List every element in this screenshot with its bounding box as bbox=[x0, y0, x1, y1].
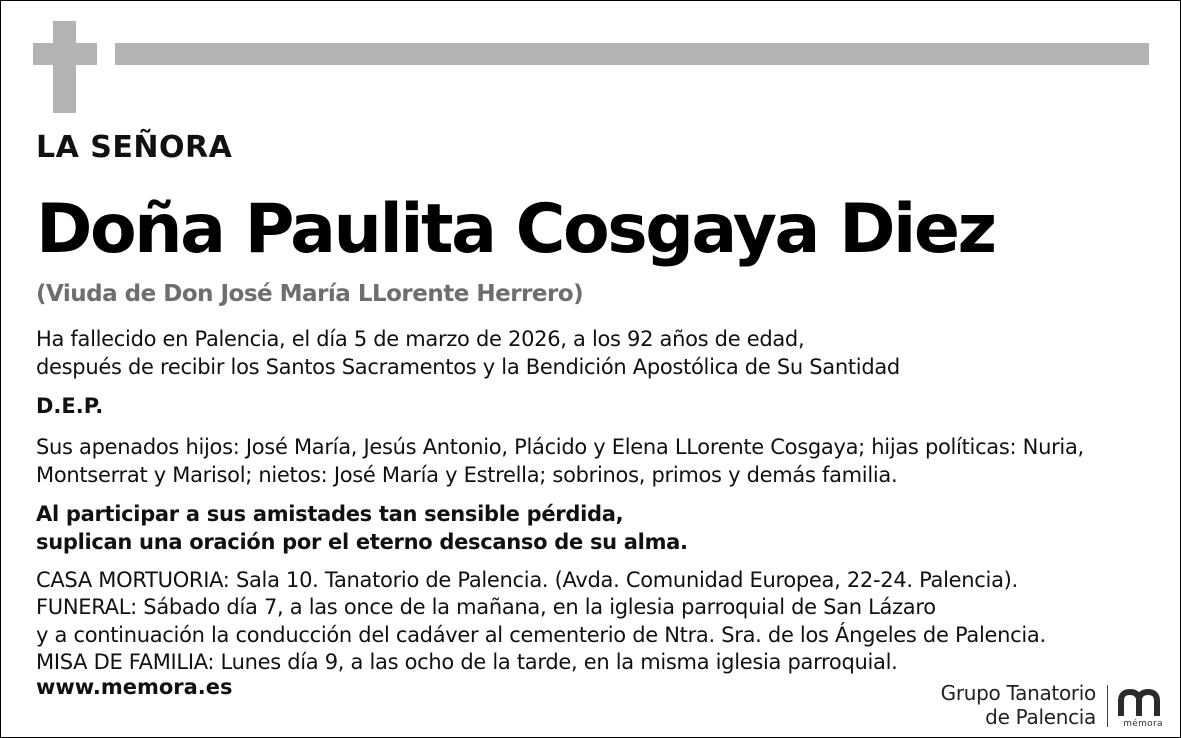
death-line-2: después de recibir los Santos Sacramentos y la Bendición Apostólica de Su Santidad bbox=[36, 355, 900, 379]
cross-icon-horizontal bbox=[33, 43, 97, 65]
footer-divider bbox=[1107, 685, 1108, 727]
misa-line: MISA DE FAMILIA: Lunes día 9, a las ocho de la tarde, en la misma iglesia parroquial. bbox=[36, 650, 898, 674]
honorific: LA SEÑORA bbox=[36, 130, 233, 165]
family-line-2: Montserrat y Marisol; nietos: José María y Estrella; sobrinos, primos y demás familia. bbox=[36, 463, 898, 487]
funeral-line-2: y a continuación la conducción del cadáver al cementerio de Ntra. Sra. de los Ángeles de Palencia. bbox=[36, 623, 1046, 647]
decorative-bar bbox=[115, 43, 1149, 65]
casa-mortuoria-line: CASA MORTUORIA: Sala 10. Tanatorio de Palencia. (Avda. Comunidad Europea, 22-24. Palencia). bbox=[36, 568, 1018, 592]
appeal-line-2: suplican una oración por el eterno descanso de su alma. bbox=[36, 530, 688, 554]
family-line-1: Sus apenados hijos: José María, Jesús Antonio, Plácido y Elena LLorente Cosgaya; hijas políticas: Nuria, bbox=[36, 435, 1084, 459]
dep-label: D.E.P. bbox=[36, 394, 104, 418]
cross-icon-vertical bbox=[53, 21, 76, 113]
deceased-name: Doña Paulita Cosgaya Diez bbox=[36, 190, 995, 269]
funeral-home-line-2: de Palencia bbox=[985, 705, 1096, 729]
memora-logo-icon bbox=[1117, 689, 1169, 717]
website-link[interactable]: www.memora.es bbox=[36, 675, 233, 699]
death-line-1: Ha fallecido en Palencia, el día 5 de marzo de 2026, a los 92 años de edad, bbox=[36, 327, 805, 351]
appeal-line-1: Al participar a sus amistades tan sensible pérdida, bbox=[36, 502, 624, 526]
funeral-line-1: FUNERAL: Sábado día 7, a las once de la mañana, en la iglesia parroquial de San Lázaro bbox=[36, 595, 936, 619]
widow-note: (Viuda de Don José María LLorente Herrero) bbox=[36, 281, 584, 307]
funeral-home-name bbox=[941, 681, 1096, 729]
memora-logo bbox=[1117, 689, 1169, 731]
memora-logo-word: mémora bbox=[1123, 719, 1163, 729]
funeral-home-line-1: Grupo Tanatorio bbox=[940, 681, 1096, 705]
